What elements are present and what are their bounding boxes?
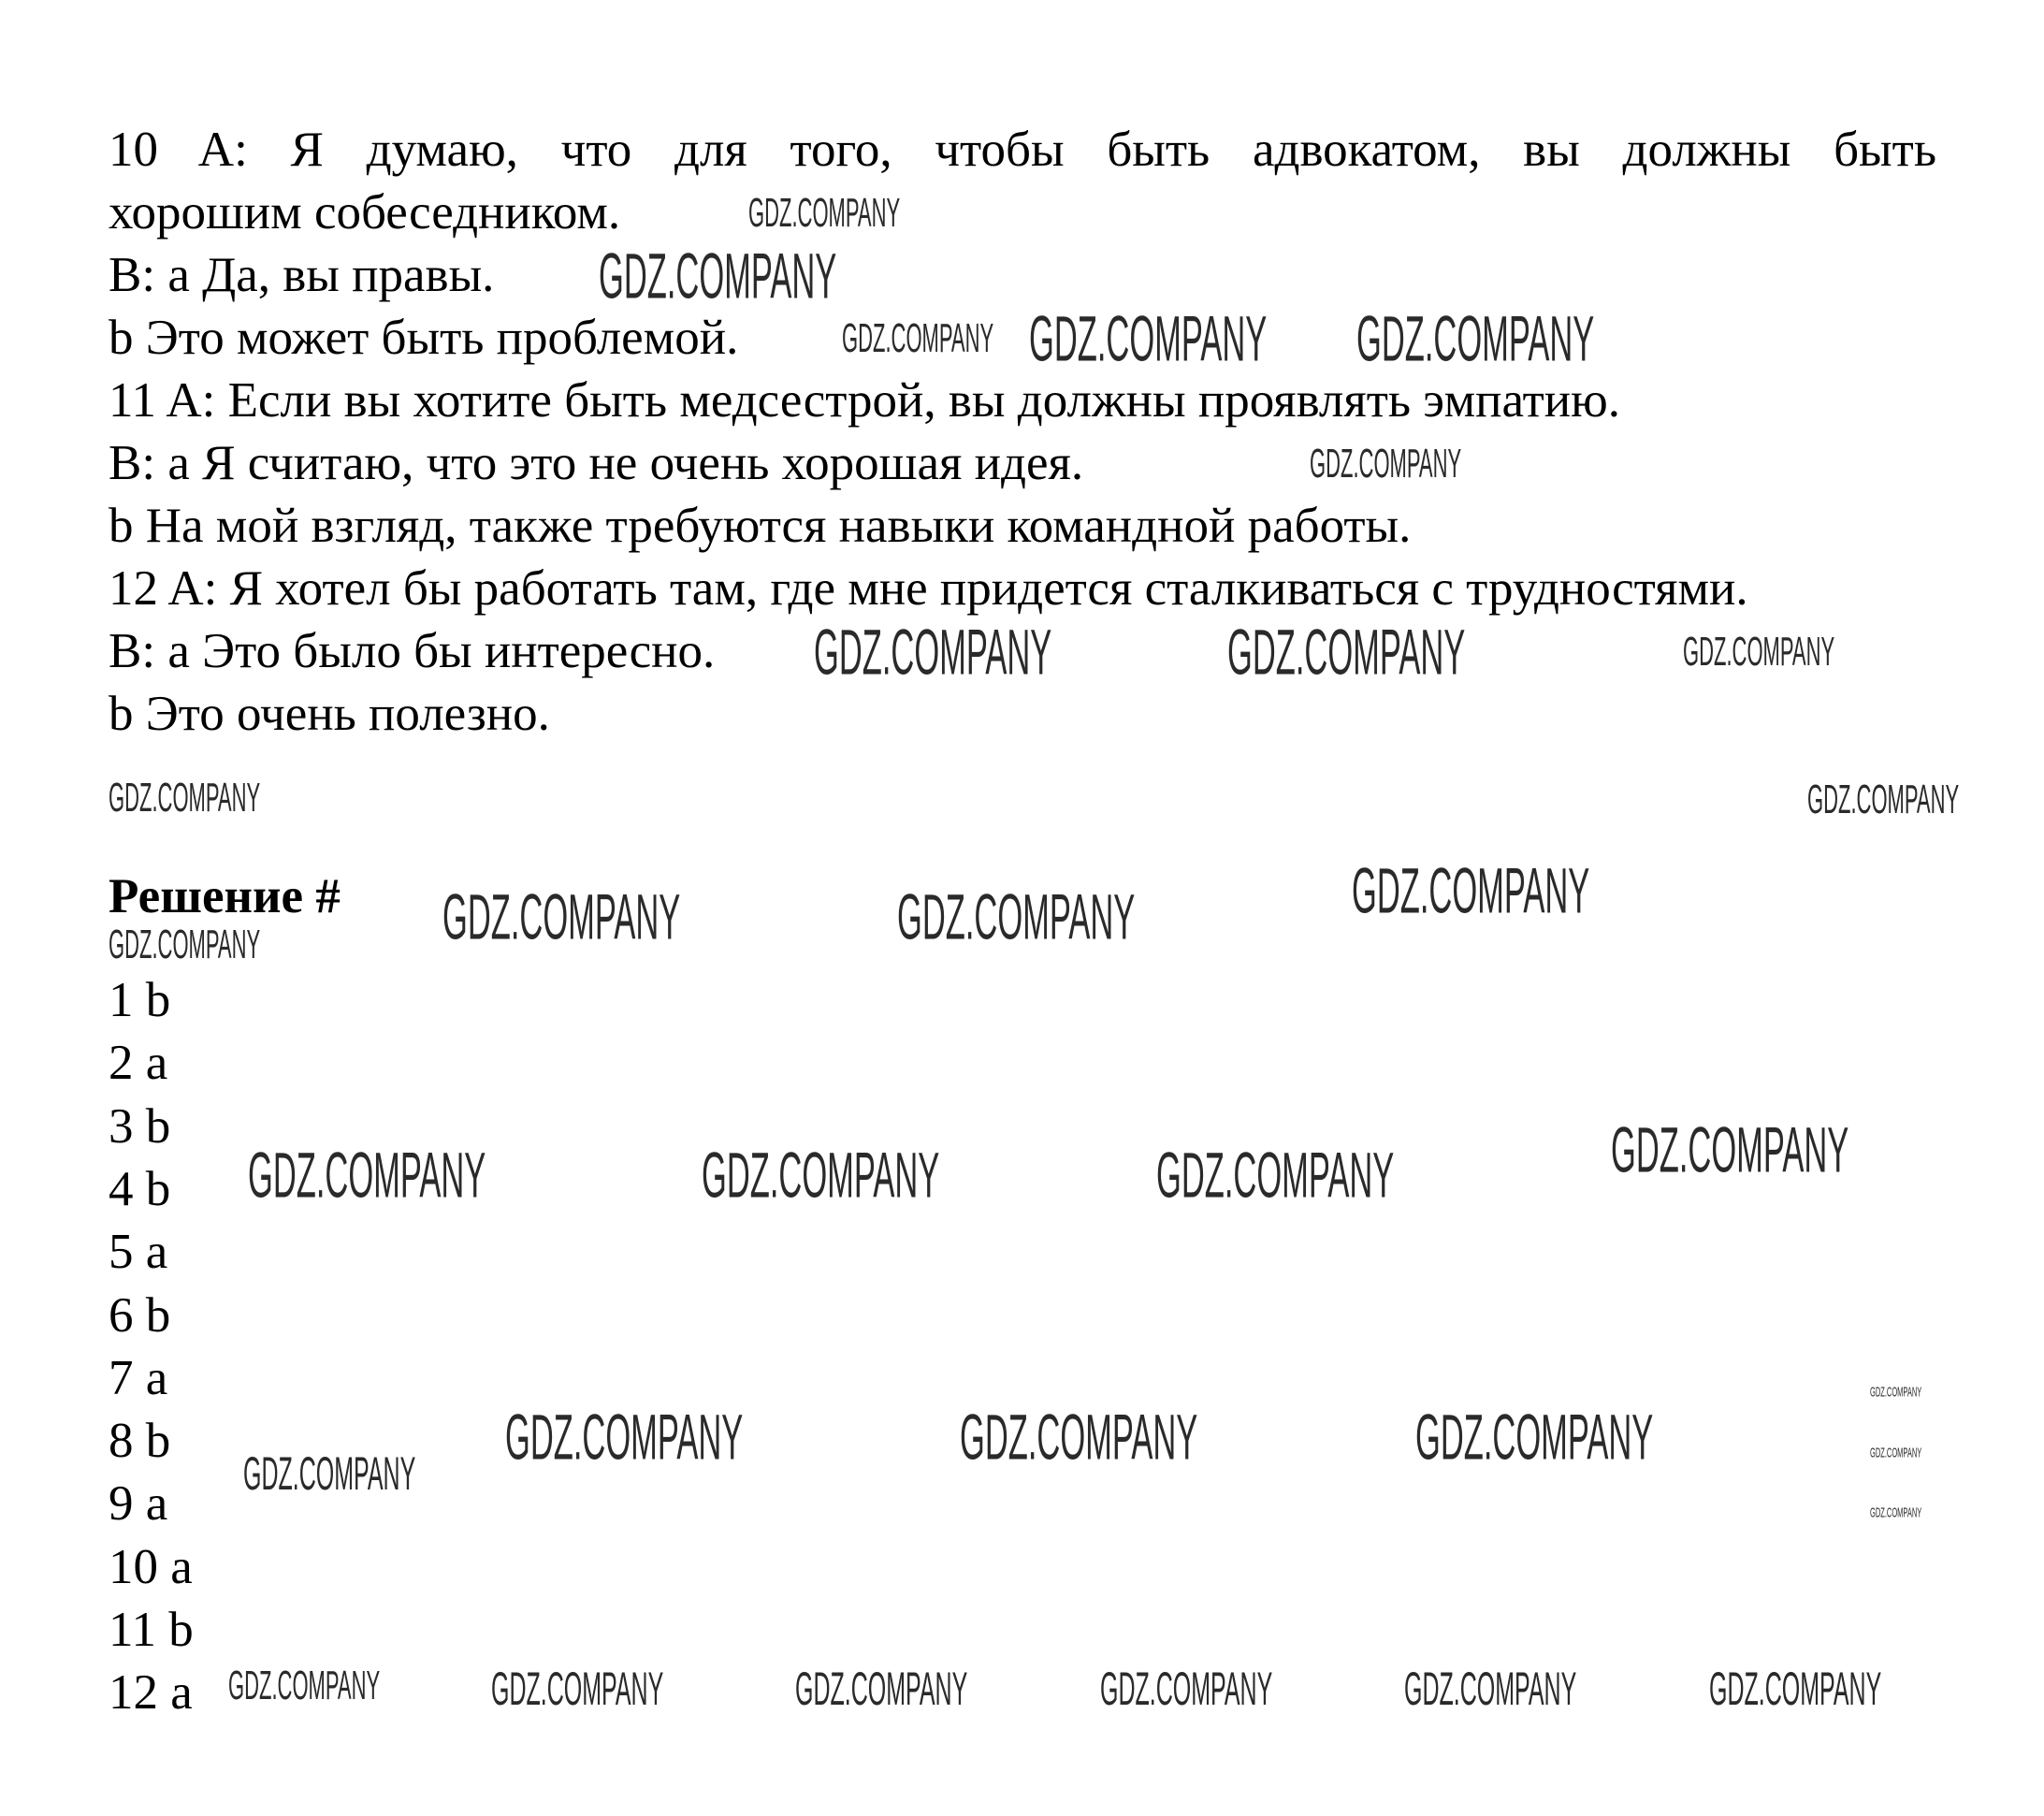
watermark: GDZ.COMPANY <box>1352 854 1590 927</box>
watermark: GDZ.COMPANY <box>748 190 901 236</box>
watermark: GDZ.COMPANY <box>1870 1504 1922 1521</box>
dialogue-line: 11 A: Если вы хотите быть медсестрой, вы должны проявлять эмпатию. <box>109 373 1621 428</box>
dialogue-line: хорошим собеседником. <box>109 185 621 240</box>
watermark: GDZ.COMPANY <box>1611 1113 1849 1186</box>
watermark: GDZ.COMPANY <box>1415 1401 1654 1474</box>
watermark: GDZ.COMPANY <box>1100 1663 1273 1715</box>
dialogue-line: b Это может быть проблемой. <box>109 311 739 365</box>
watermark: GDZ.COMPANY <box>1404 1663 1577 1715</box>
watermark: GDZ.COMPANY <box>814 616 1052 689</box>
watermark: GDZ.COMPANY <box>1870 1445 1922 1461</box>
watermark: GDZ.COMPANY <box>1870 1384 1922 1401</box>
watermark: GDZ.COMPANY <box>248 1139 486 1212</box>
answer-item: 3 b <box>109 1098 171 1154</box>
watermark: GDZ.COMPANY <box>505 1401 744 1474</box>
watermark: GDZ.COMPANY <box>109 775 261 821</box>
watermark: GDZ.COMPANY <box>243 1447 416 1500</box>
watermark: GDZ.COMPANY <box>795 1663 968 1715</box>
watermark: GDZ.COMPANY <box>1029 302 1268 375</box>
dialogue-line: B: a Да, вы правы. <box>109 248 495 302</box>
watermark: GDZ.COMPANY <box>1227 616 1466 689</box>
answer-item: 6 b <box>109 1287 171 1343</box>
dialogue-line: B: a Я считаю, что это не очень хорошая идея. <box>109 436 1084 490</box>
answer-item: 10 a <box>109 1539 193 1594</box>
watermark: GDZ.COMPANY <box>599 240 837 312</box>
answer-item: 5 a <box>109 1225 168 1280</box>
watermark: GDZ.COMPANY <box>842 315 994 361</box>
watermark: GDZ.COMPANY <box>897 880 1136 953</box>
dialogue-line: b На мой взгляд, также требуются навыки командной работы. <box>109 499 1412 553</box>
answer-item: 11 b <box>109 1603 194 1657</box>
solution-heading: Решение # <box>109 869 341 923</box>
answer-item: 2 a <box>109 1036 168 1091</box>
watermark: GDZ.COMPANY <box>960 1401 1198 1474</box>
watermark: GDZ.COMPANY <box>1356 302 1595 375</box>
dialogue-line: b Это очень полезно. <box>109 687 550 741</box>
watermark: GDZ.COMPANY <box>491 1663 664 1715</box>
watermark: GDZ.COMPANY <box>1310 441 1462 487</box>
dialogue-line: 10 A: Я думаю, что для того, чтобы быть адвокатом, вы должны быть <box>109 123 1936 177</box>
watermark: GDZ.COMPANY <box>228 1663 381 1708</box>
answer-item: 12 a <box>109 1665 193 1721</box>
watermark: GDZ.COMPANY <box>702 1139 940 1212</box>
answer-item: 7 a <box>109 1350 168 1405</box>
answer-item: 8 b <box>109 1414 171 1469</box>
watermark: GDZ.COMPANY <box>442 880 681 953</box>
watermark: GDZ.COMPANY <box>109 922 261 967</box>
watermark: GDZ.COMPANY <box>1156 1139 1395 1212</box>
watermark: GDZ.COMPANY <box>1683 629 1835 675</box>
answer-item: 1 b <box>109 973 171 1027</box>
watermark: GDZ.COMPANY <box>1709 1663 1882 1715</box>
answer-item: 9 a <box>109 1476 168 1532</box>
answer-item: 4 b <box>109 1161 171 1216</box>
watermark: GDZ.COMPANY <box>1807 777 1960 822</box>
dialogue-line: B: a Это было бы интересно. <box>109 624 716 678</box>
dialogue-line: 12 A: Я хотел бы работать там, где мне придется сталкиваться с трудностями. <box>109 561 1748 616</box>
